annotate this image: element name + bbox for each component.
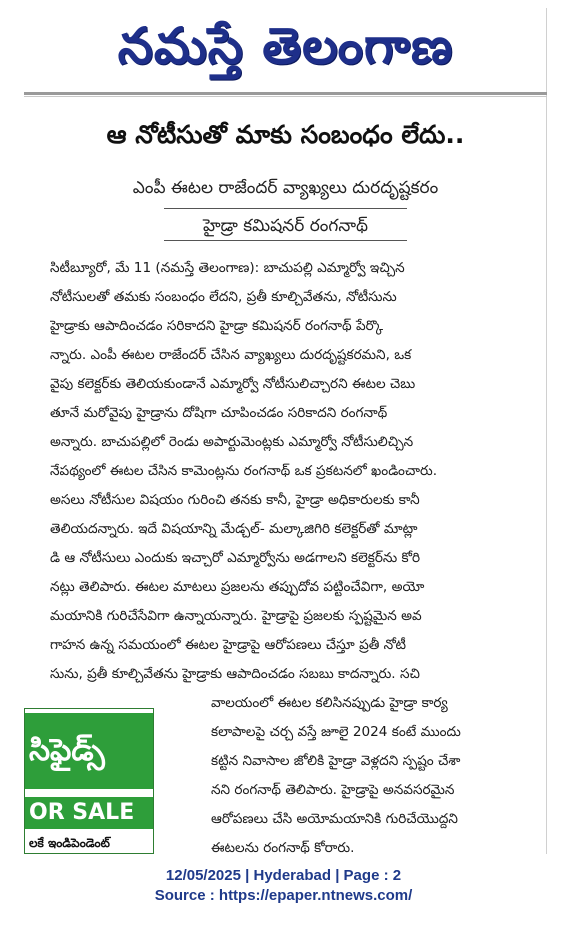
body-line: అన్నారు. బాచుపల్లిలో రెండు అపార్టుమెంట్లకు ఎమ్మార్వో నోటీసులిచ్చిన xyxy=(50,434,414,450)
article-byline: హైడ్రా కమిషనర్ రంగనాథ్ xyxy=(203,216,368,236)
body-line-short: నని రంగనాథ్ తెలిపారు. హైడ్రాపై అనవసరమైన xyxy=(211,782,455,798)
article-subhead: ఎంపీ ఈటల రాజేందర్ వ్యాఖ్యలు దురదృష్టకరం xyxy=(132,178,439,198)
body-line-short: ఈటలను రంగనాథ్ కోరారు. xyxy=(211,840,355,856)
body-line: తెలియదన్నారు. ఇదే విషయాన్ని మేడ్చల్- మల్కాజిగిరి కలెక్టర్‌తో మాట్లా xyxy=(50,521,418,537)
newspaper-clipping xyxy=(24,8,547,854)
body-line: నోటీసులతో తమకు సంబంధం లేదని, ప్రతీ కూల్చివేతను, నోటీసును xyxy=(50,289,397,305)
article-headline: ఆ నోటీసుతో మాకు సంబంధం లేదు.. xyxy=(106,120,465,149)
body-line: నట్లు తెలిపారు. ఈటల మాటలు ప్రజలను తప్పుదోవ పట్టించేవిగా, అయో xyxy=(50,579,425,595)
masthead-rule-thin xyxy=(24,96,547,97)
body-line: సును, ప్రతీ కూల్చివేతను హైడ్రాకు ఆపాదించడం సబబు కాదన్నారు. సచి xyxy=(50,666,420,682)
body-line-short: ఆరోపణలు చేసి అయోమయానికి గురిచేయొద్దని xyxy=(211,811,458,827)
footer-date-line: 12/05/2025 | Hyderabad | Page : 2 xyxy=(165,867,402,884)
body-line: నేపథ్యంలో ఈటల చేసిన కామెంట్లను రంగనాథ్ ఒక ప్రకటనలో ఖండించారు. xyxy=(50,463,438,479)
body-line: మయానికి గురిచేసేవిగా ఉన్నాయన్నారు. హైడ్రాపై ప్రజలకు స్పష్టమైన అవ xyxy=(50,608,422,624)
body-line: తూనే మరోవైపు హైడ్రాను దోషిగా చూపించడం సరికాదని రంగనాథ్ xyxy=(50,405,388,421)
subhead-rule xyxy=(164,208,407,209)
body-line: అసలు నోటీసుల విషయం గురించి తనకు కానీ, హైడ్రా అధికారులకు కానీ xyxy=(50,492,420,508)
body-line: హైడ్రాకు ఆపాదించడం సరికాదని హైడ్రా కమిషనర్ రంగనాథ్ పేర్కొ xyxy=(50,318,384,334)
page-footer xyxy=(0,866,567,906)
body-line-short: కలాపాలపై చర్చ వస్తే జూలై 2024 కంటే ముందు xyxy=(211,724,461,740)
masthead-title: నమస్తే తెలంగాణ xyxy=(117,16,454,75)
body-line-short: వాలయంలో ఈటల కలిసినప్పుడు హైడ్రా కార్య xyxy=(211,695,448,711)
ad-footer: లకే ఇండిపెండెంట్ xyxy=(29,836,110,850)
footer-source-line: Source : https://epaper.ntnews.com/ xyxy=(154,887,413,904)
body-line: డి ఆ నోటీసులు ఎందుకు ఇచ్చారో ఎమ్మార్వోను అడగాలని కలెక్టర్‌ను కోరి xyxy=(50,550,421,566)
ad-headline: సిఫైడ్స్ xyxy=(25,713,154,789)
body-line: న్నారు. ఎంపీ ఈటల రాజేందర్ చేసిన వ్యాఖ్యలు దురదృష్టకరమని, ఒక xyxy=(50,347,412,363)
body-line: వైపు కలెక్టర్‌కు తెలియకుండానే ఎమ్మార్వో నోటీసులిచ్చారని ఈటల చెబు xyxy=(50,376,416,392)
masthead-rule xyxy=(24,92,547,95)
body-line: సిటీబ్యూరో, మే 11 (నమస్తే తెలంగాణ): బాచుపల్లి ఎమ్మార్వో ఇచ్చిన xyxy=(50,260,405,276)
byline-rule xyxy=(164,240,407,241)
body-line-short: కట్టిన నివాసాల జోలికి హైడ్రా వెళ్లదని స్పష్టం చేశా xyxy=(211,753,461,769)
body-line: గాహన ఉన్న సమయంలో ఈటల హైడ్రాపై ఆరోపణలు చేస్తూ ప్రతీ నోటీ xyxy=(50,637,406,653)
classifieds-ad xyxy=(24,708,154,854)
ad-tag: OR SALE xyxy=(25,797,154,829)
